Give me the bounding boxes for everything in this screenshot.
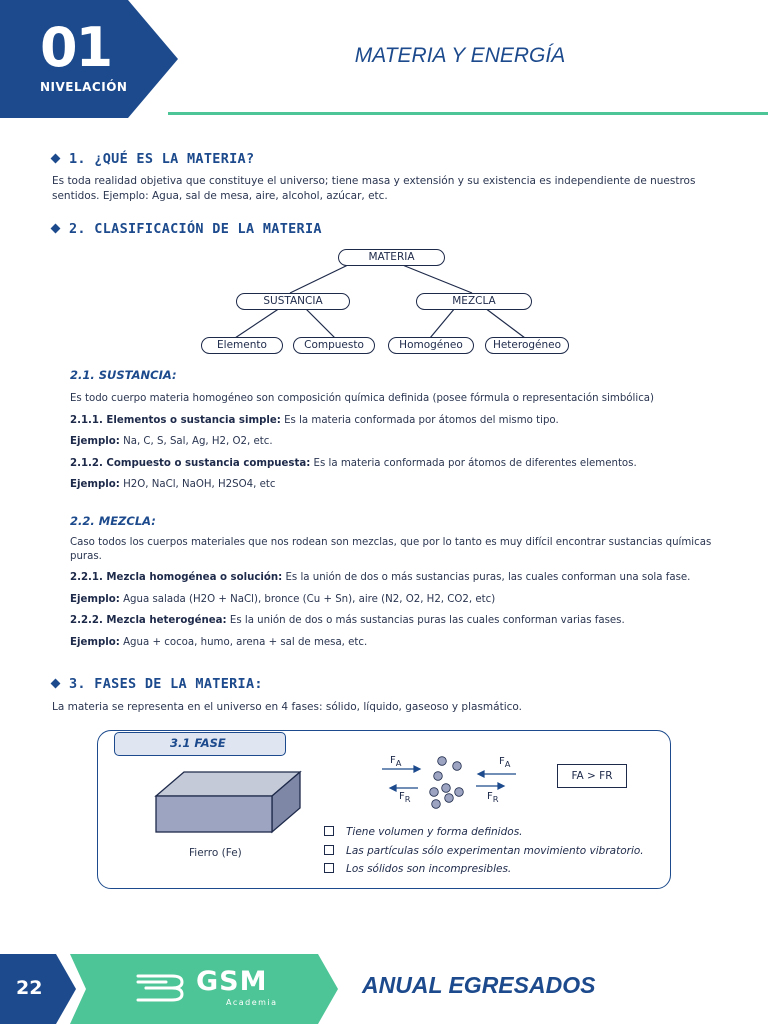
node-elemento: Elemento	[201, 337, 283, 354]
level-label: NIVELACIÓN	[40, 80, 128, 94]
sustancia-intro: Es todo cuerpo materia homogéneo son composición química definida (posee fórmula o representación simbólica)	[70, 393, 655, 404]
force-symbol: F	[399, 791, 405, 802]
solid-property-2-text: Las partículas sólo experimentan movimiento vibratorio.	[346, 845, 644, 857]
page-title: MATERIA Y ENERGÍA	[354, 44, 566, 67]
compuesto-def: Es la materia conformada por átomos de diferentes elementos.	[310, 458, 637, 469]
section-1-heading	[52, 151, 254, 167]
force-symbol: F	[487, 791, 493, 802]
heterogenea-def: Es la unión de dos o más sustancias puras las cuales conforman varias fases.	[226, 615, 625, 626]
heterogenea-definition	[70, 615, 625, 626]
heterogenea-term: 2.2.2. Mezcla heterogénea:	[70, 615, 227, 626]
force-sub-r: R	[404, 794, 411, 804]
checkbox-icon	[324, 845, 334, 855]
header-divider	[168, 112, 768, 115]
solid-property-1	[324, 825, 523, 838]
page-number: 22	[16, 977, 43, 999]
heterogenea-example	[70, 637, 367, 648]
chapter-number: 01	[40, 16, 112, 79]
force-repulsion-right	[487, 791, 499, 804]
force-sub-a: A	[395, 758, 402, 768]
elemento-definition	[70, 415, 559, 426]
footer-title: ANUAL EGRESADOS	[362, 972, 596, 998]
elemento-term: 2.1.1. Elementos o sustancia simple:	[70, 415, 281, 426]
solid-property-3-text: Los sólidos son incompresibles.	[346, 863, 512, 875]
force-repulsion-left	[399, 791, 411, 804]
checkbox-icon	[324, 826, 334, 836]
section-3-heading	[52, 676, 263, 692]
elemento-def: Es la materia conformada por átomos del mismo tipo.	[280, 415, 559, 426]
checkbox-icon	[324, 863, 334, 873]
iron-label: Fierro (Fe)	[189, 847, 242, 859]
example-label: Ejemplo:	[70, 436, 120, 447]
diamond-bullet-icon	[51, 224, 61, 234]
force-attraction-left	[390, 755, 401, 768]
section-1-title: 1. ¿QUÉ ES LA MATERIA?	[69, 151, 255, 167]
solid-property-3	[324, 862, 511, 875]
force-sub-a: A	[504, 759, 511, 769]
heterogenea-example-text: Agua + cocoa, humo, arena + sal de mesa, etc.	[119, 637, 368, 648]
gsm-logo-subtitle: Academia	[226, 998, 278, 1007]
section-3-title: 3. FASES DE LA MATERIA:	[69, 676, 263, 692]
section-3-text: La materia se representa en el universo en 4 fases: sólido, líquido, gaseoso y plasmático.	[52, 701, 522, 713]
section-2-title: 2. CLASIFICACIÓN DE LA MATERIA	[69, 221, 322, 237]
force-symbol: F	[499, 756, 505, 767]
compuesto-term: 2.1.2. Compuesto o sustancia compuesta:	[70, 458, 311, 469]
diamond-bullet-icon	[51, 679, 61, 689]
elemento-example	[70, 436, 273, 447]
diamond-bullet-icon	[51, 154, 61, 164]
node-mezcla: MEZCLA	[416, 293, 532, 310]
node-homogeneo: Homogéneo	[388, 337, 474, 354]
example-label: Ejemplo:	[70, 637, 120, 648]
node-materia: MATERIA	[338, 249, 445, 266]
node-compuesto: Compuesto	[293, 337, 375, 354]
solid-property-1-text: Tiene volumen y forma definidos.	[346, 826, 523, 838]
node-sustancia: SUSTANCIA	[236, 293, 350, 310]
elemento-example-text: Na, C, S, Sal, Ag, H2, O2, etc.	[119, 436, 273, 447]
gsm-logo-icon	[132, 970, 188, 1004]
homogenea-definition	[70, 572, 690, 583]
homogenea-term: 2.2.1. Mezcla homogénea o solución:	[70, 572, 283, 583]
homogenea-example	[70, 594, 495, 605]
force-symbol: F	[390, 755, 396, 766]
iron-block-illustration	[150, 768, 305, 836]
force-sub-r: R	[492, 794, 499, 804]
section-1-text: Es toda realidad objetiva que constituye el universo; tiene masa y extensión y su existencia es independiente de nuestros sentidos. Ejemplo: Agua, sal de mesa, aire, alcohol, azúcar, etc.	[52, 175, 696, 202]
force-attraction-right	[499, 756, 510, 769]
subsection-sustancia-title: 2.1. SUSTANCIA:	[70, 368, 177, 382]
mezcla-intro: Caso todos los cuerpos materiales que nos rodean son mezclas, que por lo tanto es muy difícil encontrar sustancias químicas puras.	[70, 537, 712, 562]
phase-tab-label: 3.1 FASE	[170, 736, 226, 750]
example-label: Ejemplo:	[70, 594, 120, 605]
homogenea-example-text: Agua salada (H2O + NaCl), bronce (Cu + Sn), aire (N2, O2, H2, CO2, etc)	[119, 594, 496, 605]
example-label: Ejemplo:	[70, 479, 120, 490]
force-comparison-box: FA > FR	[557, 764, 627, 788]
section-2-heading	[52, 221, 322, 237]
compuesto-example-text: H2O, NaCl, NaOH, H2SO4, etc	[119, 479, 276, 490]
homogenea-def: Es la unión de dos o más sustancias puras, las cuales conforman una sola fase.	[282, 572, 691, 583]
node-heterogeneo: Heterogéneo	[485, 337, 569, 354]
compuesto-definition	[70, 458, 637, 469]
gsm-logo-text: GSM	[196, 966, 268, 997]
solid-property-2	[324, 844, 644, 857]
subsection-mezcla-title: 2.2. MEZCLA:	[70, 514, 156, 528]
compuesto-example	[70, 479, 275, 490]
